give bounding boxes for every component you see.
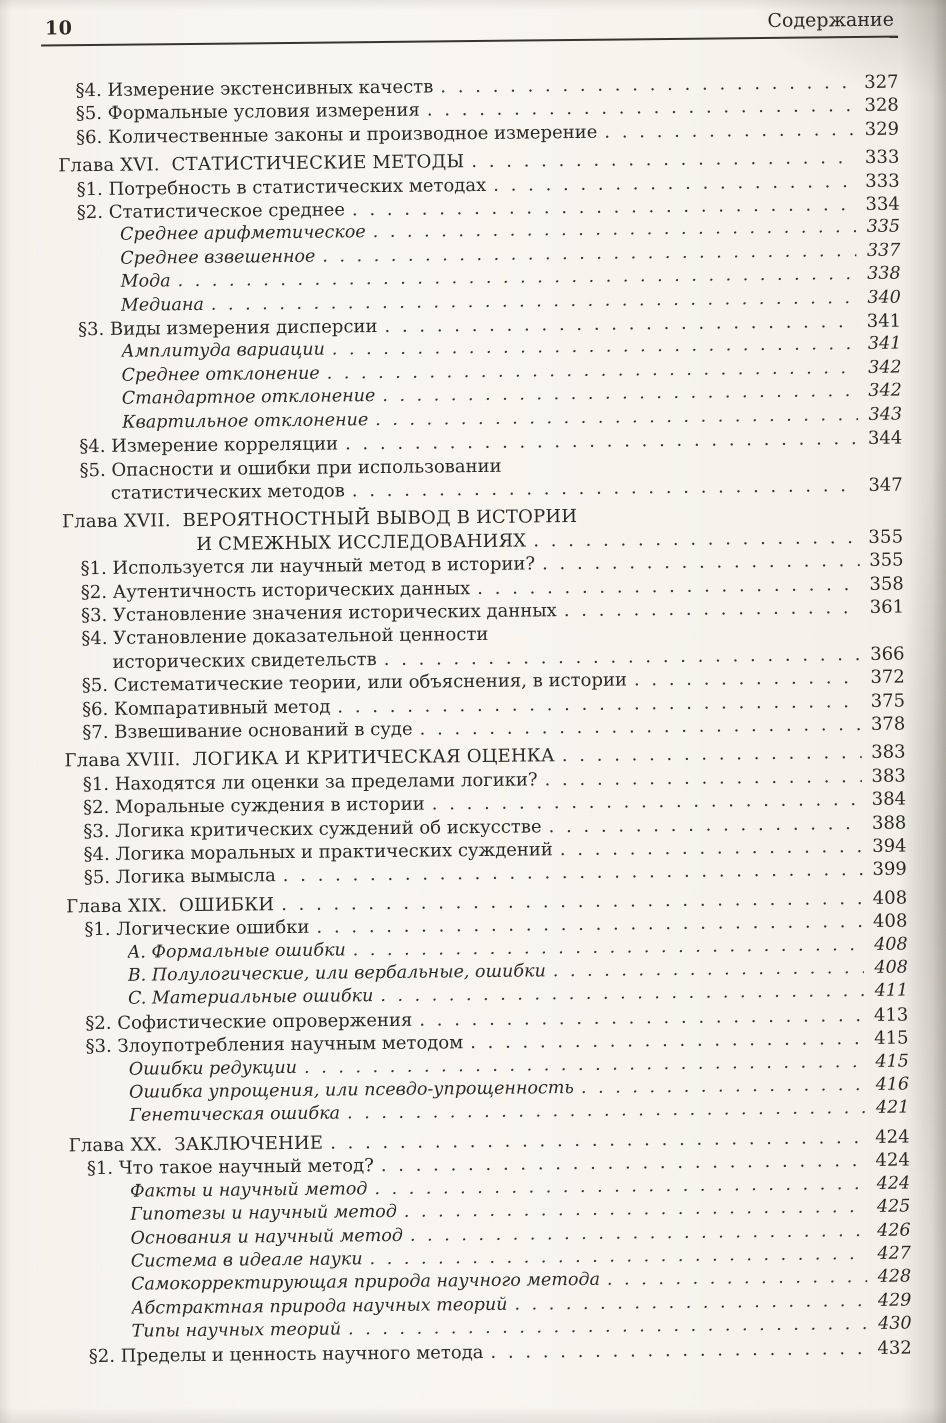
toc-entry-page: 428 [877, 1266, 912, 1288]
toc-entry-page: 427 [877, 1243, 911, 1264]
toc-entry-page: 341 [867, 334, 902, 355]
toc-entry-title: Типы научных теорий [131, 1319, 342, 1342]
toc-entry-page: 432 [877, 1337, 912, 1359]
toc-entry-title: §1. Потребность в статистических методах [76, 174, 487, 200]
dot-leader [564, 596, 861, 623]
toc-entry-title: §4. Измерение корреляции [79, 433, 339, 458]
toc-entry-page: 408 [872, 887, 908, 909]
dot-leader [283, 858, 863, 887]
dot-leader [542, 549, 860, 576]
toc-entry-page: 424 [875, 1126, 910, 1148]
dot-leader [352, 474, 859, 503]
dot-leader [533, 526, 859, 553]
toc-entry-page: 333 [864, 146, 900, 169]
toc-entry-page: 416 [875, 1074, 910, 1095]
toc-entry-page: 411 [874, 980, 909, 1002]
toc-entry-title: §2. Пределы и ценность научного метода [88, 1341, 484, 1367]
toc-entry-title: Среднее арифметическое [120, 222, 366, 246]
toc-entry-page: 333 [865, 170, 900, 192]
toc-entry-title: Основания и научный метод [130, 1225, 404, 1249]
toc-entry-title: §3. Злоупотребления научным методом [85, 1032, 464, 1058]
toc-entry-title-continuation: статистических методов [110, 480, 345, 504]
dot-leader [560, 835, 863, 862]
toc-entry-title: §4. Измерение экстенсивных качеств [75, 76, 434, 102]
toc-entry-page: 334 [865, 193, 900, 215]
toc-entry-title-continuation: И СМЕЖНЫХ ИССЛЕДОВАНИЯХ [196, 530, 527, 555]
toc-entry-page: 361 [869, 596, 905, 618]
toc-entry-page: 413 [873, 1004, 909, 1026]
toc-entry-title: §2. Статистическое среднее [76, 199, 346, 224]
toc-entry-title-continuation: исторических свидетельств [112, 648, 377, 673]
toc-entry-title: Медиана [120, 294, 204, 316]
toc-entry-title: Глава XIX. ОШИБКИ [66, 893, 275, 918]
toc-entry-title: Факты и научный метод [130, 1178, 368, 1202]
page-number: 10 [44, 17, 73, 40]
toc-entry-title: §1. Используется ли научный метод в истории? [80, 553, 536, 580]
toc-entry-title: §5. Формальные условия измерения [75, 100, 420, 125]
toc-entry-page: 378 [870, 713, 906, 735]
toc-entry-page: 355 [869, 549, 904, 572]
toc-entry-title: Гипотезы и научный метод [130, 1201, 397, 1225]
toc-entry-title: Абстрактная природа научных теорий [131, 1294, 508, 1319]
toc-entry-title: §3. Виды измерения дисперсии [77, 316, 378, 341]
toc-entry-title: §3. Логика критических суждений об искусстве [83, 815, 542, 842]
toc-entry-page: 415 [874, 1027, 909, 1050]
toc-entry-title: Глава XVII. ВЕРОЯТНОСТНЫЙ ВЫВОД В ИСТОРИИ [62, 506, 578, 533]
dot-leader [544, 765, 862, 792]
toc-entry-title: §2. Софистические опровержения [85, 1009, 413, 1034]
toc-entry-title: C. Материальные ошибки [128, 986, 374, 1010]
dot-leader [553, 957, 864, 984]
toc-entry-page: 340 [867, 287, 901, 308]
toc-entry-title: §5. Опасности и ошибки при использовании [79, 455, 502, 481]
toc-entry-page: 384 [871, 788, 907, 811]
toc-entry-page: 338 [867, 263, 901, 285]
running-title: Содержание [767, 8, 895, 32]
toc-entry-page: 358 [869, 573, 904, 595]
toc-entry-title: §4. Установление доказательной ценности [81, 624, 489, 650]
toc-entry-title: Мода [120, 271, 171, 292]
toc-entry-title: Среднее взвешенное [120, 246, 316, 269]
toc-entry-title: Генетическая ошибка [129, 1103, 341, 1127]
toc-entry-title: §3. Установление значения исторических данных [80, 600, 557, 627]
toc-entry-title: §1. Логические ошибки [84, 917, 310, 941]
toc-entry-page: 327 [864, 71, 899, 93]
toc-entry-page: 341 [866, 310, 902, 332]
page-header [41, 8, 898, 41]
toc-entry-page: 335 [866, 217, 901, 238]
toc-entry-page: 344 [867, 427, 903, 450]
toc-entry-title: §6. Количественные законы и производное измерение [75, 121, 598, 149]
toc-entry-page: 366 [870, 643, 905, 665]
toc-entry-title: Глава XVI. СТАТИСТИЧЕСКИЕ МЕТОДЫ [58, 151, 465, 177]
toc-entry-page: 343 [868, 404, 903, 425]
toc-entry-title: Система в идеале науки [130, 1249, 363, 1272]
toc-entry-title: Глава XVIII. ЛОГИКА И КРИТИЧЕСКАЯ ОЦЕНКА [64, 745, 555, 772]
toc-entry-page: 408 [874, 934, 908, 955]
toc-entry-page: 328 [864, 94, 899, 117]
toc-entry-title: §6. Компаративный метод [81, 696, 331, 720]
toc-entry-title: Ошибка упрощения, или псевдо-упрощенность [128, 1078, 575, 1103]
toc-entry-page: 383 [871, 741, 906, 764]
toc-entry-title: A. Формальные ошибки [127, 940, 346, 963]
dot-leader [581, 1074, 865, 1100]
toc-entry-title: §5. Систематические теории, или объяснения, в истории [81, 669, 628, 697]
dot-leader [548, 812, 862, 839]
toc-entry-title: Квартильное отклонение [121, 409, 369, 433]
toc-entry-page: 425 [876, 1196, 911, 1217]
toc-entry-page: 430 [878, 1313, 912, 1334]
toc-entry-page: 426 [877, 1220, 911, 1241]
table-of-contents [41, 71, 911, 1369]
toc-entry-page: 408 [874, 957, 908, 978]
toc-entry-page: 329 [864, 118, 900, 140]
toc-entry-page: 424 [876, 1173, 911, 1194]
toc-entry-page: 399 [872, 858, 907, 881]
toc-entry-page: 337 [866, 240, 901, 261]
toc-entry-page: 372 [870, 666, 905, 689]
toc-entry-title: §2. Аутентичность исторических данных [80, 577, 471, 603]
dot-leader [604, 118, 855, 144]
toc-entry-page: 388 [871, 812, 907, 834]
toc-entry-page: 424 [875, 1149, 910, 1172]
toc-entry-page: 342 [868, 380, 902, 402]
toc-entry-page: 415 [875, 1051, 909, 1072]
toc-entry-title: §7. Взвешивание оснований в суде [82, 718, 413, 744]
toc-entry-page: 342 [868, 357, 902, 378]
dot-leader [607, 1266, 867, 1292]
toc-entry-title: §1. Находятся ли оценки за пределами логики? [82, 769, 538, 795]
toc-entry-title: §5. Логика вымысла [83, 865, 276, 889]
toc-entry-page: 408 [872, 910, 908, 933]
toc-entry-title: Самокорректирующая природа научного метода [131, 1270, 601, 1295]
toc-entry-page: 383 [871, 765, 906, 787]
toc-entry-title: Глава XX. ЗАКЛЮЧЕНИЕ [68, 1132, 324, 1157]
dot-leader [490, 1337, 868, 1364]
toc-entry-page: 355 [868, 526, 904, 548]
toc-entry-page: 421 [875, 1097, 910, 1119]
dot-leader [347, 1097, 865, 1126]
toc-entry-title: B. Полулогические, или вербальные, ошибки [127, 961, 546, 986]
toc-entry-title: Ошибки редукции [128, 1057, 298, 1080]
toc-entry-title: §2. Моральные суждения в истории [82, 793, 425, 819]
toc-entry-title: §1. Что такое научный метод? [86, 1155, 374, 1180]
dot-leader [562, 741, 862, 768]
toc-entry-page: 347 [868, 474, 903, 496]
toc-entry-page: 375 [870, 690, 906, 712]
dot-leader [419, 713, 861, 741]
toc-entry-title: §4. Логика моральных и практических суждений [83, 839, 553, 866]
toc-entry-page: 429 [877, 1290, 912, 1311]
toc-entry-title: Среднее отклонение [121, 363, 320, 386]
toc-entry-title: Стандартное отклонение [121, 386, 376, 410]
dot-leader [634, 666, 861, 692]
toc-entry-page: 394 [872, 835, 907, 857]
toc-entry-title: Амплитуда вариации [121, 340, 325, 363]
